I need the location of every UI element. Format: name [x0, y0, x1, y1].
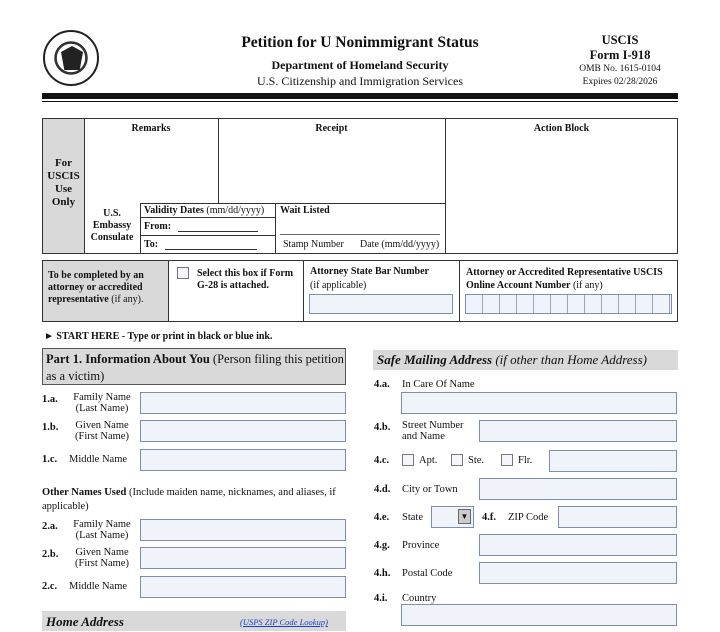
remarks-label: Remarks: [131, 123, 171, 134]
agency-code: USCIS: [601, 33, 639, 47]
field-number: 1.c.: [42, 454, 58, 465]
field-number: 1.a.: [42, 394, 58, 405]
other-given-name-label: Given Name (First Name): [75, 547, 129, 569]
omb-number: OMB No. 1615-0104: [579, 64, 661, 74]
attorney-instructions: To be completed by an attorney or accredited representative (if any).: [48, 270, 144, 305]
field-number: 1.b.: [42, 422, 59, 433]
field-number: 4.f.: [482, 512, 496, 523]
action-block-label: Action Block: [533, 123, 590, 134]
form-title: Petition for U Nonimmigrant Status: [241, 34, 479, 51]
family-name-label: Family Name (Last Name): [73, 392, 131, 414]
province-label: Province: [402, 540, 440, 551]
chevron-down-icon[interactable]: ▼: [458, 509, 471, 524]
start-here-instruction: ► START HERE - Type or print in black or blue ink.: [44, 331, 273, 342]
divider: [140, 203, 445, 204]
other-family-name-input[interactable]: [140, 519, 346, 541]
agency-name: U.S. Citizenship and Immigration Services: [257, 74, 463, 88]
other-middle-name-label: Middle Name: [69, 581, 128, 592]
field-number: 4.a.: [374, 379, 390, 390]
zip-input[interactable]: [558, 506, 677, 528]
postal-code-input[interactable]: [479, 562, 677, 584]
online-account-label: Attorney or Accredited Representative USCIS Online Account Number (if any): [466, 267, 663, 291]
divider: [168, 260, 169, 322]
divider: [280, 234, 440, 235]
other-family-name-label: Family Name (Last Name): [73, 519, 131, 541]
header-rule: [42, 93, 678, 99]
apt-label: Apt.: [419, 455, 438, 466]
divider: [303, 260, 304, 322]
field-number: 2.c.: [42, 581, 58, 592]
field-number: 4.c.: [374, 455, 390, 466]
ste-checkbox[interactable]: [451, 454, 463, 466]
divider: [275, 203, 276, 254]
field-number: 2.b.: [42, 549, 59, 560]
divider: [445, 118, 446, 254]
other-given-name-input[interactable]: [140, 547, 346, 569]
flr-checkbox[interactable]: [501, 454, 513, 466]
zip-lookup-link[interactable]: (USPS ZIP Code Lookup): [240, 617, 328, 627]
online-account-input[interactable]: [465, 294, 672, 314]
stamp-number-label: Stamp Number: [283, 239, 344, 250]
date-label: Date (mm/dd/yyyy): [360, 239, 440, 250]
country-input[interactable]: [401, 604, 677, 626]
bar-number-input[interactable]: [309, 294, 453, 314]
field-number: 4.h.: [374, 568, 391, 579]
wait-listed-label: Wait Listed: [280, 205, 330, 216]
given-name-input[interactable]: [140, 420, 346, 442]
field-number: 4.d.: [374, 484, 391, 495]
ste-label: Ste.: [468, 455, 485, 466]
mailing-title: Safe Mailing Address (if other than Home Address): [377, 352, 647, 367]
given-name-label: Given Name (First Name): [75, 420, 129, 442]
field-number: 4.e.: [374, 512, 390, 523]
middle-name-label: Middle Name: [69, 454, 128, 465]
to-label: To:: [144, 239, 159, 250]
apt-checkbox[interactable]: [402, 454, 414, 466]
other-names-heading: Other Names Used (Include maiden name, nicknames, and aliases, if applicable): [42, 487, 336, 512]
city-input[interactable]: [479, 478, 677, 500]
uscis-use-label: For USCIS Use Only: [47, 157, 80, 208]
dhs-seal-icon: [43, 30, 99, 86]
validity-label: Validity Dates (mm/dd/yyyy): [144, 205, 265, 216]
g28-label: Select this box if Form G-28 is attached.: [197, 268, 294, 291]
street-label: Street Number and Name: [402, 420, 464, 442]
bar-number-sub: (if applicable): [310, 280, 367, 291]
other-middle-name-input[interactable]: [140, 576, 346, 598]
field-number: 4.i.: [374, 593, 388, 604]
g28-checkbox[interactable]: [177, 267, 189, 279]
divider: [459, 260, 460, 322]
middle-name-input[interactable]: [140, 449, 346, 471]
in-care-of-label: In Care Of Name: [402, 379, 475, 390]
bar-number-label: Attorney State Bar Number: [310, 266, 429, 277]
home-address-title: Home Address: [46, 614, 124, 629]
city-label: City or Town: [402, 484, 458, 495]
divider: [140, 217, 275, 218]
divider: [140, 235, 275, 236]
in-care-of-input[interactable]: [401, 392, 677, 414]
expiration-date: Expires 02/28/2026: [582, 77, 658, 87]
from-label: From:: [144, 221, 172, 232]
family-name-input[interactable]: [140, 392, 346, 414]
field-number: 4.b.: [374, 422, 391, 433]
unit-number-input[interactable]: [549, 450, 677, 472]
from-date-line: [178, 221, 258, 232]
postal-code-label: Postal Code: [402, 568, 453, 579]
header-rule-thin: [42, 101, 678, 102]
to-date-line: [165, 239, 257, 250]
divider: [140, 203, 141, 254]
flr-label: Flr.: [518, 455, 533, 466]
part1-title: Part 1. Information About You (Person filing this petition as a victim): [46, 352, 344, 383]
department-name: Department of Homeland Security: [271, 58, 449, 72]
province-input[interactable]: [479, 534, 677, 556]
country-label: Country: [402, 593, 437, 604]
field-number: 4.g.: [374, 540, 390, 551]
zip-label: ZIP Code: [508, 512, 549, 523]
embassy-label: U.S. Embassy Consulate: [90, 208, 134, 243]
street-input[interactable]: [479, 420, 677, 442]
state-label: State: [402, 512, 423, 523]
receipt-label: Receipt: [315, 123, 348, 134]
field-number: 2.a.: [42, 521, 58, 532]
form-number: Form I-918: [589, 48, 651, 62]
